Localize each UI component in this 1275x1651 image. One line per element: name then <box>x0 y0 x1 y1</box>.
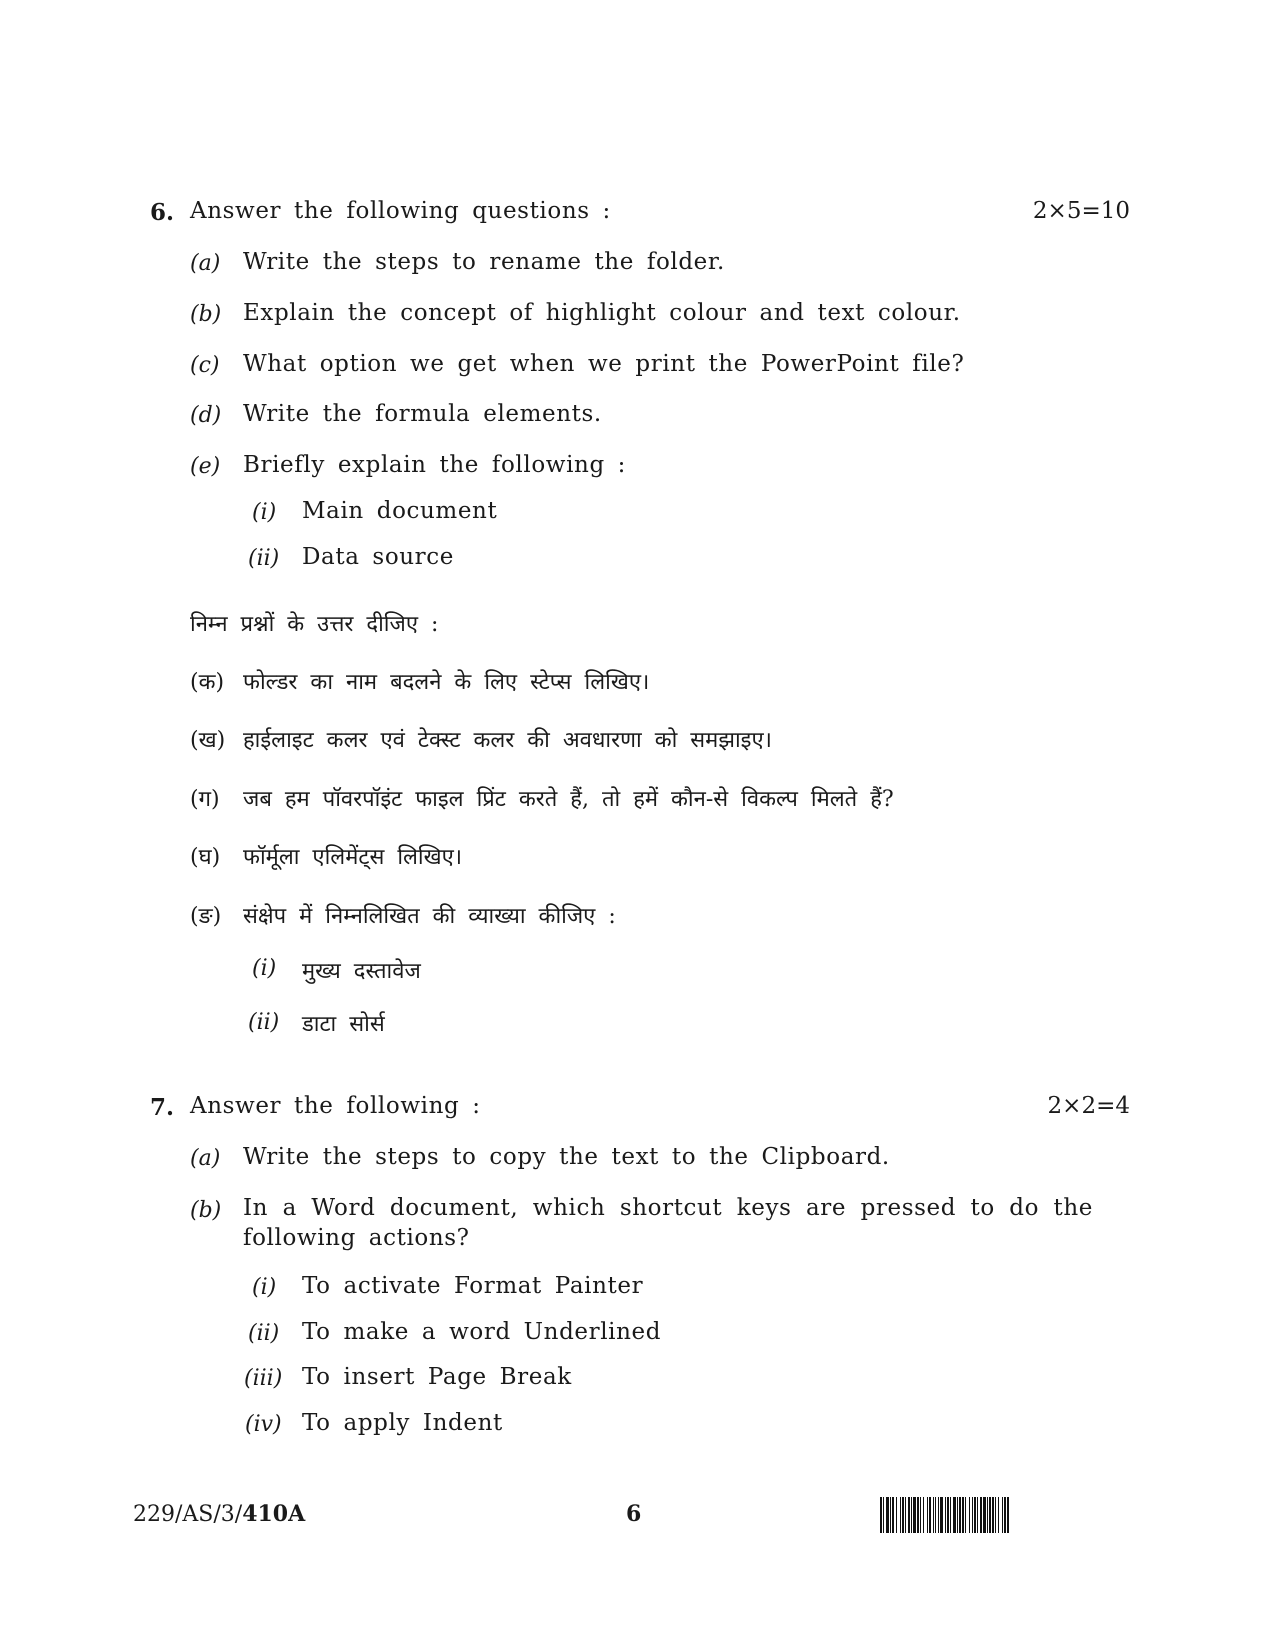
q7-sub-iv-label: (iv) <box>245 1412 282 1437</box>
q6-hindi-item-nga-label: (ङ) <box>190 904 222 929</box>
q6-item-e-label: (e) <box>190 454 221 479</box>
question-6-stem: Answer the following questions : <box>190 198 611 224</box>
q6-hindi-item-kha-text: हाईलाइट कलर एवं टेक्स्ट कलर की अवधारणा को समझाइए। <box>243 728 772 753</box>
q6-item-b-text: Explain the concept of highlight colour and text colour. <box>243 300 961 326</box>
q6-item-a-text: Write the steps to rename the folder. <box>243 249 725 275</box>
q6-item-e-text: Briefly explain the following : <box>243 452 627 478</box>
barcode-image <box>880 1497 1142 1533</box>
q7-sub-i-text: To activate Format Painter <box>302 1273 644 1299</box>
q6-hindi-sub-ii-label: (ii) <box>248 1010 280 1035</box>
q7-item-a-label: (a) <box>190 1146 221 1171</box>
q6-hindi-item-gha-label: (घ) <box>190 845 221 870</box>
q7-sub-i-label: (i) <box>252 1275 277 1300</box>
q6-item-d-text: Write the formula elements. <box>243 401 602 427</box>
q6-hindi-sub-i-text: मुख्य दस्तावेज <box>302 959 421 984</box>
q6-hindi-item-nga-text: संक्षेप में निम्नलिखित की व्याख्या कीजिए : <box>243 904 616 929</box>
q7-item-b-text: In a Word document, which shortcut keys are pressed to do the following actions? <box>243 1195 1093 1251</box>
q6-item-a-label: (a) <box>190 251 221 276</box>
q6-hindi-item-ga-label: (ग) <box>190 787 220 812</box>
q6-sub-ii-label: (ii) <box>248 546 280 571</box>
q7-item-a-text: Write the steps to copy the text to the Clipboard. <box>243 1144 890 1170</box>
q7-item-b-label: (b) <box>190 1198 222 1223</box>
q6-sub-ii-text: Data source <box>302 544 454 570</box>
q6-item-c-label: (c) <box>190 353 220 378</box>
q7-sub-iii-text: To insert Page Break <box>302 1364 572 1390</box>
q6-hindi-item-ga-text: जब हम पॉवरपॉइंट फाइल प्रिंट करते हैं, तो हमें कौन-से विकल्प मिलते हैं? <box>243 787 894 812</box>
paper-code-prefix: 229/AS/3/ <box>133 1502 243 1527</box>
q6-hindi-sub-i-label: (i) <box>252 956 277 981</box>
q7-sub-iii-label: (iii) <box>244 1366 283 1391</box>
q6-hindi-sub-ii-text: डाटा सोर्स <box>302 1012 385 1037</box>
q6-sub-i-label: (i) <box>252 500 277 525</box>
question-6-marks: 2×5=10 <box>1032 198 1130 224</box>
q7-sub-iv-text: To apply Indent <box>302 1410 503 1436</box>
q6-sub-i-text: Main document <box>302 498 498 524</box>
page-number: 6 <box>626 1501 642 1527</box>
question-7-stem: Answer the following : <box>190 1093 481 1119</box>
q6-hindi-item-ka-text: फोल्डर का नाम बदलने के लिए स्टेप्स लिखिए। <box>243 670 650 695</box>
q7-sub-ii-label: (ii) <box>248 1321 280 1346</box>
paper-code <box>133 1501 305 1527</box>
q6-hindi-stem: निम्न प्रश्नों के उत्तर दीजिए : <box>190 612 439 637</box>
question-6-number: 6. <box>150 199 175 226</box>
q6-item-c-text: What option we get when we print the PowerPoint file? <box>243 351 965 377</box>
q6-hindi-item-ka-label: (क) <box>190 670 225 695</box>
q6-item-b-label: (b) <box>190 302 222 327</box>
question-7-marks: 2×2=4 <box>1047 1093 1130 1119</box>
paper-code-bold: 410A <box>242 1501 306 1527</box>
question-7-number: 7. <box>150 1094 175 1121</box>
q7-sub-ii-text: To make a word Underlined <box>302 1319 662 1345</box>
q6-hindi-item-kha-label: (ख) <box>190 728 226 753</box>
q6-hindi-item-gha-text: फॉर्मूला एलिमेंट्स लिखिए। <box>243 845 463 870</box>
q6-item-d-label: (d) <box>190 403 222 428</box>
